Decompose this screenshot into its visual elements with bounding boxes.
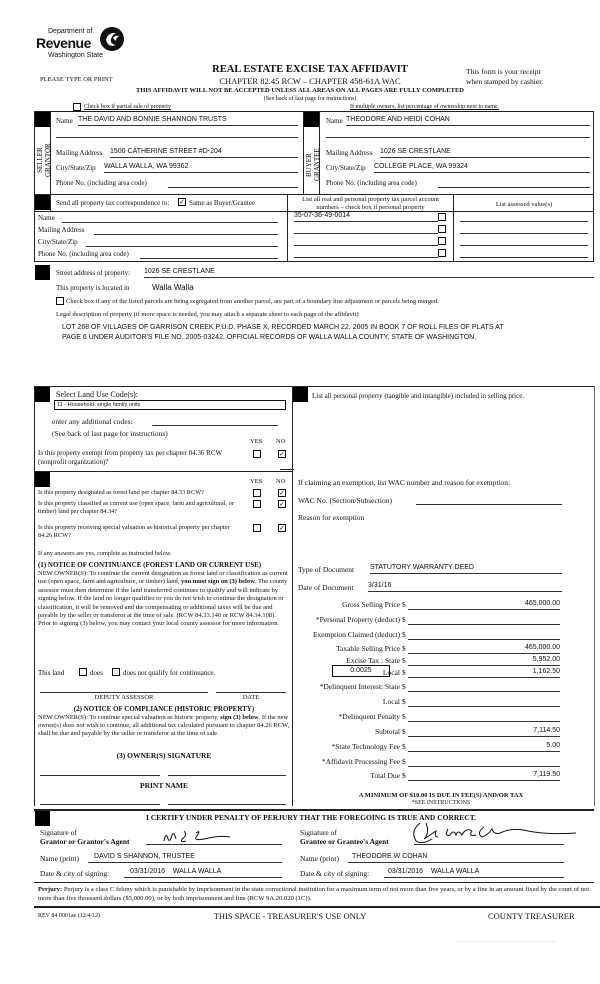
- buyer-phone-field[interactable]: [438, 178, 590, 188]
- grantee-city: WALLA WALLA: [430, 868, 480, 875]
- affidavit-processing-fee-field[interactable]: [408, 757, 560, 767]
- owner-signature-field-2[interactable]: [168, 766, 286, 776]
- personal-property-checkbox[interactable]: [438, 213, 446, 221]
- local-rate-box[interactable]: 0.0025: [332, 665, 390, 677]
- grantor-signature-field[interactable]: [146, 835, 282, 845]
- exempt-no-checkbox[interactable]: ✓: [279, 450, 285, 458]
- state-technology-fee-field[interactable]: 5.00: [408, 742, 560, 752]
- receipt-note-2: when stamped by cashier.: [466, 77, 544, 86]
- grantee-name-field[interactable]: THEODORE W COHAN: [348, 853, 564, 863]
- parcel-number-field[interactable]: [294, 224, 438, 234]
- corr-phone-label: Phone No. (including area code): [38, 250, 129, 258]
- county-treasurer: COUNTY TREASURER: [488, 911, 575, 921]
- owner-signature-label: (3) OWNER(S) SIGNATURE: [116, 751, 212, 760]
- personal-property-checkbox[interactable]: [438, 237, 446, 245]
- historic-no-checkbox[interactable]: ✓: [279, 524, 285, 532]
- historic-question: Is this property receiving special valuation as historical property per chapter 84.26 RCW?: [38, 524, 230, 539]
- calc-row-exemption-claimed: Exemption Claimed (deduct) $: [298, 630, 560, 642]
- calc-row-taxable-selling-price: Taxable Selling Price $ 465,000.00: [335, 644, 560, 653]
- grantee-signature-scribble: [408, 817, 578, 847]
- document-date-label: Date of Document: [298, 583, 354, 592]
- form-title: REAL ESTATE EXCISE TAX AFFIDAVIT: [212, 64, 408, 75]
- parcel-number-field[interactable]: 35-07-36-49-0014: [294, 212, 438, 222]
- total-due-field[interactable]: 7,119.50: [408, 771, 560, 781]
- delinquent-interest-state-field[interactable]: [408, 682, 560, 692]
- calc-row-affidavit-processing-fee: *Affidavit Processing Fee $: [298, 757, 560, 769]
- calc-row-excise-state: Excise Tax : State $ 5,952.00: [346, 656, 560, 665]
- segregated-checkbox[interactable]: [56, 297, 64, 305]
- deputy-assessor-date-field[interactable]: [216, 683, 286, 693]
- print-name-field-2[interactable]: [168, 795, 286, 805]
- seller-city-label: City/State/Zip: [56, 164, 96, 172]
- assessor-date-label: DATE: [242, 694, 260, 701]
- corr-name-label: Name: [38, 214, 55, 222]
- located-in-label: This property is located in: [56, 284, 130, 292]
- buyer-address-field[interactable]: 1026 SE CRESTLANE: [380, 148, 590, 158]
- parcel-row: [290, 236, 590, 248]
- corr-address-label: Mailing Address: [38, 226, 85, 234]
- land-use-select[interactable]: 11 - Household, single family units: [54, 400, 286, 410]
- correspondence-label: Send all property tax correspondence to:: [56, 199, 170, 207]
- section-marker-3: [35, 195, 50, 210]
- print-name-label: PRINT NAME: [140, 781, 188, 790]
- current-use-yes-checkbox[interactable]: [253, 500, 261, 508]
- section-marker-7: [293, 387, 308, 402]
- multiple-owners-note: If multiple owners, list percentage of ownership next to name.: [350, 104, 500, 110]
- treasurer-use-only: THIS SPACE - TREASURER'S USE ONLY: [213, 911, 367, 921]
- personal-property-deduct-field[interactable]: [408, 615, 560, 625]
- parcel-number-field[interactable]: [294, 236, 438, 246]
- if-yes-note: If any answers are yes, complete as instructed below.: [38, 550, 172, 557]
- minimum-due-note: A MINIMUM OF $10.00 IS DUE IN FEE(S) AND/OR TAX: [358, 792, 524, 799]
- section-marker-4: [35, 265, 50, 280]
- notice1-text: NEW OWNER(S): To continue the current designation as forest land or classification as current use (open space, farm and agriculture, or timber) land, you must sign on (3) below. The county assessor must then determine if the land transferred continues to qualify and will indicate by signing below. If the land no longer qualifies or you do not wish to continue the designation or classification, it will be removed and the compensating or additional taxes will be due and payable by the seller or transferor at the time of sale. (RCW 84.33.140 or RCW 84.34.108). Prior to signing (3) below, you may contact your local county assessor for more information.: [38, 570, 288, 628]
- form-subtitle: CHAPTER 82.45 RCW – CHAPTER 458-61A WAC: [219, 76, 401, 86]
- see-instructions-note: *SEE INSTRUCTIONS: [411, 800, 471, 806]
- section-marker-8: [35, 811, 50, 826]
- taxable-selling-price-field[interactable]: 465,000.00: [408, 644, 560, 654]
- current-use-question: Is this property classified as current use (open space, farm and agricultural, or timber) land per chapter 84.34?: [38, 500, 234, 515]
- delinquent-interest-local-field[interactable]: [408, 697, 560, 707]
- logo-line2: Revenue: [36, 35, 91, 51]
- personal-property-field[interactable]: [312, 415, 582, 465]
- buyer-name-line-2[interactable]: [326, 137, 590, 138]
- exemption-label: If claiming an exemption, list WAC number and reason for exemption:: [298, 478, 511, 487]
- document-type-label: Type of Document: [298, 565, 355, 574]
- forest-yes-checkbox[interactable]: [253, 489, 261, 497]
- grantee-sig-label-1: Signature of: [300, 828, 337, 837]
- seller-side-label: SELLER GRANTOR: [36, 143, 52, 177]
- parcel-number-field[interactable]: [294, 248, 438, 258]
- segregated-label: Check box if any of the listed parcels are being segregated from another parcel, are part of a boundary line adjustment or parcels being merged.: [66, 298, 439, 305]
- grantor-date-label: Date & city of signing:: [40, 869, 110, 878]
- assessed-header: List assessed value(s): [495, 201, 553, 208]
- form-number: REV 84 0001ae (12/4/12): [38, 913, 101, 919]
- this-land-label: This land: [38, 669, 65, 677]
- grantor-sig-label-2: Grantor or Grantor's Agent: [40, 837, 130, 846]
- perjury-notice: Perjury: Perjury is a class C felony which is punishable by imprisonment in the state correctional institution for a maximum term of not more than five years, or by a fine in an amount fixed by the court of not more than five thousand dollars ($5,000.00), or by both imprisonment and fine (RCW 9A.20.020 (1C)).: [38, 886, 590, 902]
- buyer-name-label: Name: [326, 117, 343, 125]
- no-header-2: NO: [276, 478, 286, 485]
- buyer-city-label: City/State/Zip: [326, 164, 366, 172]
- same-as-buyer-label: Same as Buyer/Grantee: [189, 199, 256, 207]
- corr-address-field[interactable]: [94, 225, 278, 235]
- delinquent-penalty-field[interactable]: [408, 712, 560, 722]
- assessed-value-field[interactable]: [460, 248, 588, 258]
- grantor-date: 03/31/2016: [130, 868, 166, 875]
- notice1-title: (1) NOTICE OF CONTINUANCE (FOREST LAND OR CURRENT USE): [38, 561, 262, 569]
- grantor-city: WALLA WALLA: [172, 868, 222, 875]
- dor-logo: [36, 26, 136, 66]
- grantor-date-city-field[interactable]: [124, 868, 282, 878]
- buyer-address-label: Mailing Address: [326, 149, 373, 157]
- legal-description-text[interactable]: LOT 268 OF VILLAGES OF GARRISON CREEK P.U.D. PHASE X, RECORDED MARCH 22, 2005 IN BOOK 7 OF ROLL FILES OF PLATS AT PAGE 6 UNDER AUDITOR'S FILE NO. 2005-03242, OFFICIAL RECORDS OF WALLA WALLA COUNTY, STATE OF WASHINGTON.: [62, 324, 504, 341]
- buyer-city-field[interactable]: COLLEGE PLACE, WA 99324: [374, 163, 590, 173]
- partial-sale-checkbox[interactable]: [73, 103, 81, 111]
- logo-line1: Department of: [48, 28, 93, 35]
- notice2-text: NEW OWNER(S): To continue special valuation as historic property, sign (3) below. If the new owner(s) does not wish to continue, all additional tax calculated pursuant to chapter 84.26 RCW, shall be due and payable by the seller or transferor at the time of sale.: [38, 714, 290, 737]
- wac-field[interactable]: [416, 495, 562, 505]
- personal-property-checkbox[interactable]: [438, 225, 446, 233]
- seller-phone-label: Phone No. (including area code): [56, 179, 147, 187]
- calc-row-delinquent-interest-local: Local $: [298, 697, 560, 709]
- assessed-value-field[interactable]: [460, 212, 588, 222]
- parcel-row: [290, 224, 590, 236]
- section-marker-5: [35, 387, 50, 402]
- wac-label: WAC No. (Section/Subsection): [298, 496, 392, 505]
- grantee-sig-label-2: Grantee or Grantee's Agent: [300, 837, 389, 846]
- parcel-row: [290, 248, 590, 260]
- land-does-label: does: [90, 669, 103, 677]
- no-header: NO: [276, 438, 286, 445]
- excise-local-field[interactable]: 1,162.50: [408, 668, 560, 678]
- seller-address-label: Mailing Address: [56, 149, 103, 157]
- land-does-not-checkbox[interactable]: [112, 668, 120, 676]
- excise-state-field[interactable]: 5,952.00: [408, 656, 560, 666]
- land-does-checkbox[interactable]: [79, 668, 87, 676]
- additional-codes-label: enter any additional codes:: [52, 417, 133, 426]
- additional-codes-field[interactable]: [152, 416, 278, 426]
- notice2-title: (2) NOTICE OF COMPLIANCE (HISTORIC PROPERTY): [73, 705, 255, 713]
- land-use-see-back: (See back of last page for instructions): [52, 429, 168, 438]
- located-in-value[interactable]: Walla Walla: [152, 283, 194, 292]
- reason-field[interactable]: [298, 524, 568, 554]
- yes-header-2: YES: [250, 478, 263, 485]
- seller-name-line-2[interactable]: [56, 137, 298, 138]
- personal-property-checkbox[interactable]: [438, 249, 446, 257]
- buyer-name-field[interactable]: THEODORE AND HEIDI COHAN: [346, 116, 590, 126]
- treasurer-stamp: [455, 930, 555, 942]
- corr-city-label: City/State/Zip: [38, 238, 78, 246]
- print-name-field-1[interactable]: [40, 795, 160, 805]
- corr-phone-field[interactable]: [140, 249, 278, 259]
- land-use-label: Select Land Use Code(s):: [56, 390, 138, 399]
- legal-description-label: Legal description of property (if more space is needed, you may attach a separate sheet to each page of the affidavit): [56, 311, 359, 318]
- document-type-field[interactable]: STATUTORY WARRANTY DEED: [370, 564, 562, 574]
- deputy-assessor-label: DEPUTY ASSESSOR: [94, 694, 154, 701]
- see-back-instructions: (See back of last page for instructions): [263, 96, 357, 102]
- personal-property-label: List all personal property (tangible and intangible) included in selling price.: [312, 392, 525, 400]
- completion-warning: THIS AFFIDAVIT WILL NOT BE ACCEPTED UNLESS ALL AREAS ON ALL PAGES ARE FULLY COMPLETED: [136, 87, 464, 94]
- calc-row-excise-local: Local $ 1,162.50: [382, 668, 560, 677]
- historic-yes-checkbox[interactable]: [253, 524, 261, 532]
- calc-row-state-technology-fee: *State Technology Fee $ 5.00: [331, 742, 560, 751]
- calc-row-delinquent-penalty: *Delinquent Penalty $: [298, 712, 560, 724]
- forest-no-checkbox[interactable]: ✓: [279, 489, 285, 497]
- document-date-field[interactable]: 3/31/16: [368, 582, 562, 592]
- current-use-no-checkbox[interactable]: ✓: [279, 500, 285, 508]
- parcel-row: [290, 212, 590, 224]
- buyer-phone-label: Phone No. (including area code): [326, 179, 417, 187]
- corr-name-field[interactable]: [62, 213, 278, 223]
- gross-selling-price-field[interactable]: 465,000.00: [408, 600, 560, 610]
- seller-address-field[interactable]: 1500 CATHERINE STREET #D-204: [110, 148, 298, 158]
- land-does-not-label: does not qualify for continuance.: [123, 669, 216, 677]
- logo-line3: Washington State: [48, 52, 103, 59]
- yes-header: YES: [250, 438, 263, 445]
- assessed-value-field[interactable]: [460, 224, 588, 234]
- grantor-name-label: Name (print): [40, 854, 79, 863]
- grantee-name-label: Name (print): [300, 854, 339, 863]
- same-as-buyer-checkbox[interactable]: ✓: [179, 198, 185, 206]
- grantee-date-city-field[interactable]: [384, 868, 564, 878]
- partial-sale-label: Check box if partial sale of property: [84, 104, 171, 110]
- exempt-question: Is this property exempt from property tax per chapter 84.36 RCW (nonprofit organization)?: [38, 449, 222, 466]
- please-type: PLEASE TYPE OR PRINT: [40, 76, 113, 83]
- certification-statement: I CERTIFY UNDER PENALTY OF PERJURY THAT THE FOREGOING IS TRUE AND CORRECT.: [146, 813, 477, 822]
- section-marker-1: [35, 112, 50, 127]
- exempt-yes-checkbox[interactable]: [253, 450, 261, 458]
- parcel-header: List all real and personal property tax parcel account numbers – check box if personal property: [302, 196, 439, 211]
- seller-city-field[interactable]: WALLA WALLA, WA 99362: [104, 163, 298, 173]
- grantor-sig-label-1: Signature of: [40, 828, 77, 837]
- section-marker-6: [35, 472, 50, 487]
- calc-row-subtotal: Subtotal $ 7,114.50: [374, 727, 560, 736]
- subtotal-field[interactable]: 7,114.50: [408, 727, 560, 737]
- forest-question: Is this property designated as forest land per chapter 84.33 RCW?: [38, 489, 204, 496]
- grantee-date-label: Date & city of signing:: [300, 869, 370, 878]
- seller-name-label: Name: [56, 117, 73, 125]
- dor-swirl-icon: [99, 26, 125, 52]
- calc-row-personal-property: *Personal Property (deduct) $: [298, 615, 560, 627]
- seller-name-field[interactable]: THE DAVID AND BONNIE SHANNON TRUSTS: [78, 116, 298, 126]
- section-marker-2: [304, 112, 319, 127]
- street-address-field[interactable]: 1026 SE CRESTLANE: [144, 268, 594, 278]
- deputy-assessor-signature-field[interactable]: [40, 683, 208, 693]
- calc-row-gross-selling-price: Gross Selling Price $ 465,000.00: [342, 600, 560, 609]
- exemption-claimed-field[interactable]: [408, 630, 560, 640]
- grantor-signature-scribble: [160, 827, 280, 845]
- buyer-side-label: BUYER GRANTEE: [305, 148, 321, 182]
- receipt-note-1: This form is your receipt: [466, 67, 541, 76]
- assessed-value-field[interactable]: [460, 236, 588, 246]
- street-address-label: Street address of property:: [56, 269, 131, 277]
- grantee-date: 03/31/2016: [388, 868, 424, 875]
- owner-signature-field-1[interactable]: [40, 766, 160, 776]
- grantee-signature-field[interactable]: [414, 835, 564, 845]
- corr-city-field[interactable]: [86, 237, 278, 247]
- seller-phone-field[interactable]: [168, 178, 298, 188]
- calc-row-delinquent-interest-state: *Delinquent Interest: State $: [298, 682, 560, 694]
- calc-row-total-due: Total Due $ 7,119.50: [370, 771, 560, 780]
- reason-label: Reason for exemption: [298, 513, 365, 522]
- grantor-name-field[interactable]: DAVID S SHANNON, TRUSTEE: [88, 853, 282, 863]
